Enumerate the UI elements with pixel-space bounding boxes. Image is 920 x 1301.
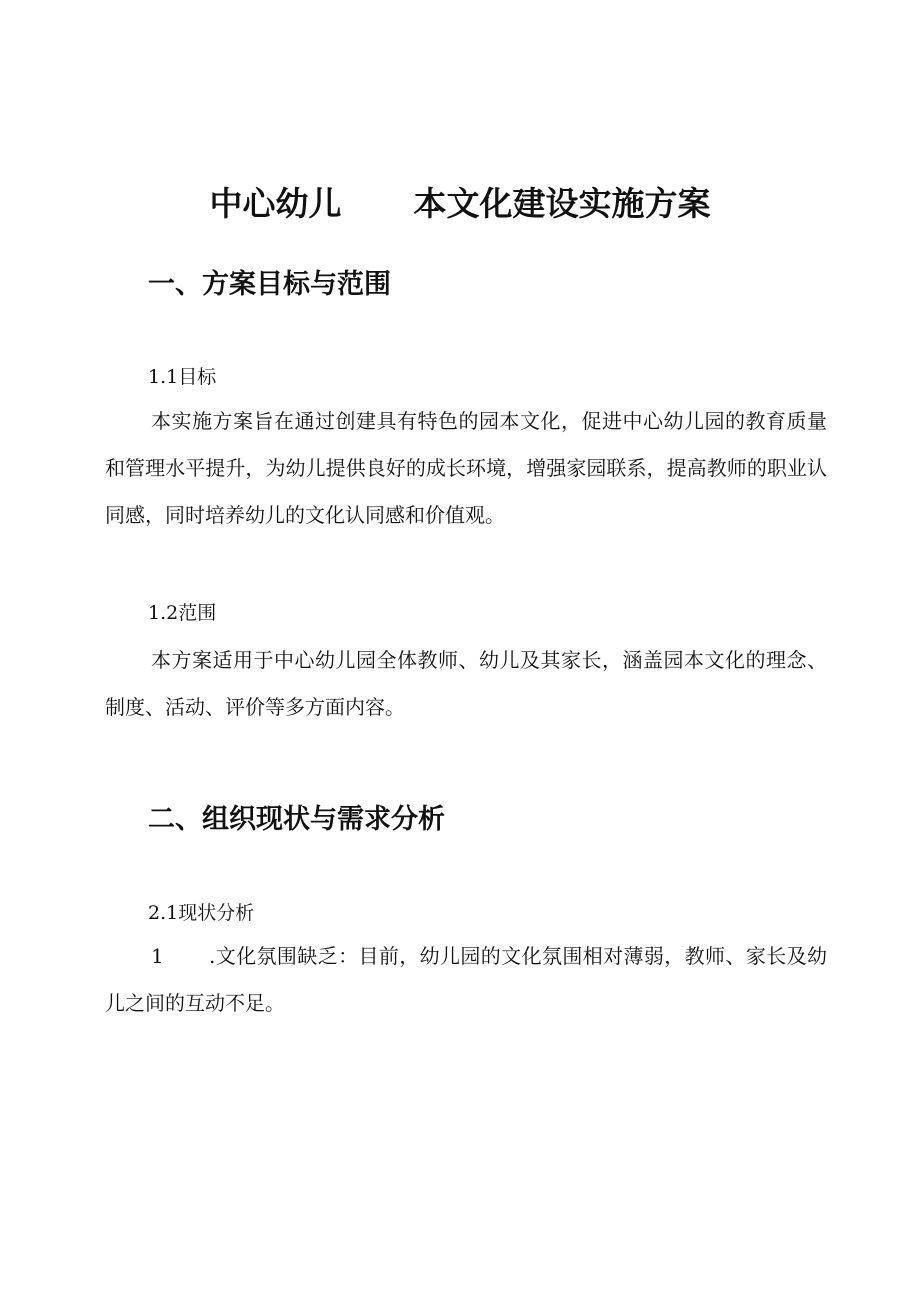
subsection-1-1-heading: 1.1目标	[148, 366, 217, 388]
list-item-text: .文化氛围缺乏：目前，幼儿园的文化氛围相对薄弱，教师、家长及幼儿之间的互动不足。	[105, 944, 827, 1015]
list-item	[105, 933, 827, 1027]
subsection-1-1-paragraph: 本实施方案旨在通过创建具有特色的园本文化，促进中心幼儿园的教育质量和管理水平提升，为幼儿提供良好的成长环境，增强家园联系，提高教师的职业认同感，同时培养幼儿的文化认同感和价值观。	[105, 409, 827, 527]
title-part-1: 中心幼儿	[209, 184, 342, 223]
subsection-2-1-heading: 2.1现状分析	[148, 902, 255, 924]
subsection-1-2-heading: 1.2范围	[148, 602, 217, 624]
section-2-heading: 二、组织现状与需求分析	[148, 804, 445, 835]
section-1-heading: 一、方案目标与范围	[148, 269, 391, 300]
list-item-number: 1	[151, 944, 164, 968]
subsection-1-2-paragraph: 本方案适用于中心幼儿园全体教师、幼儿及其家长，涵盖园本文化的理念、制度、活动、评价等多方面内容。	[105, 648, 827, 719]
title-part-2: 本文化建设实施方案	[413, 184, 711, 223]
document-title	[0, 178, 920, 225]
